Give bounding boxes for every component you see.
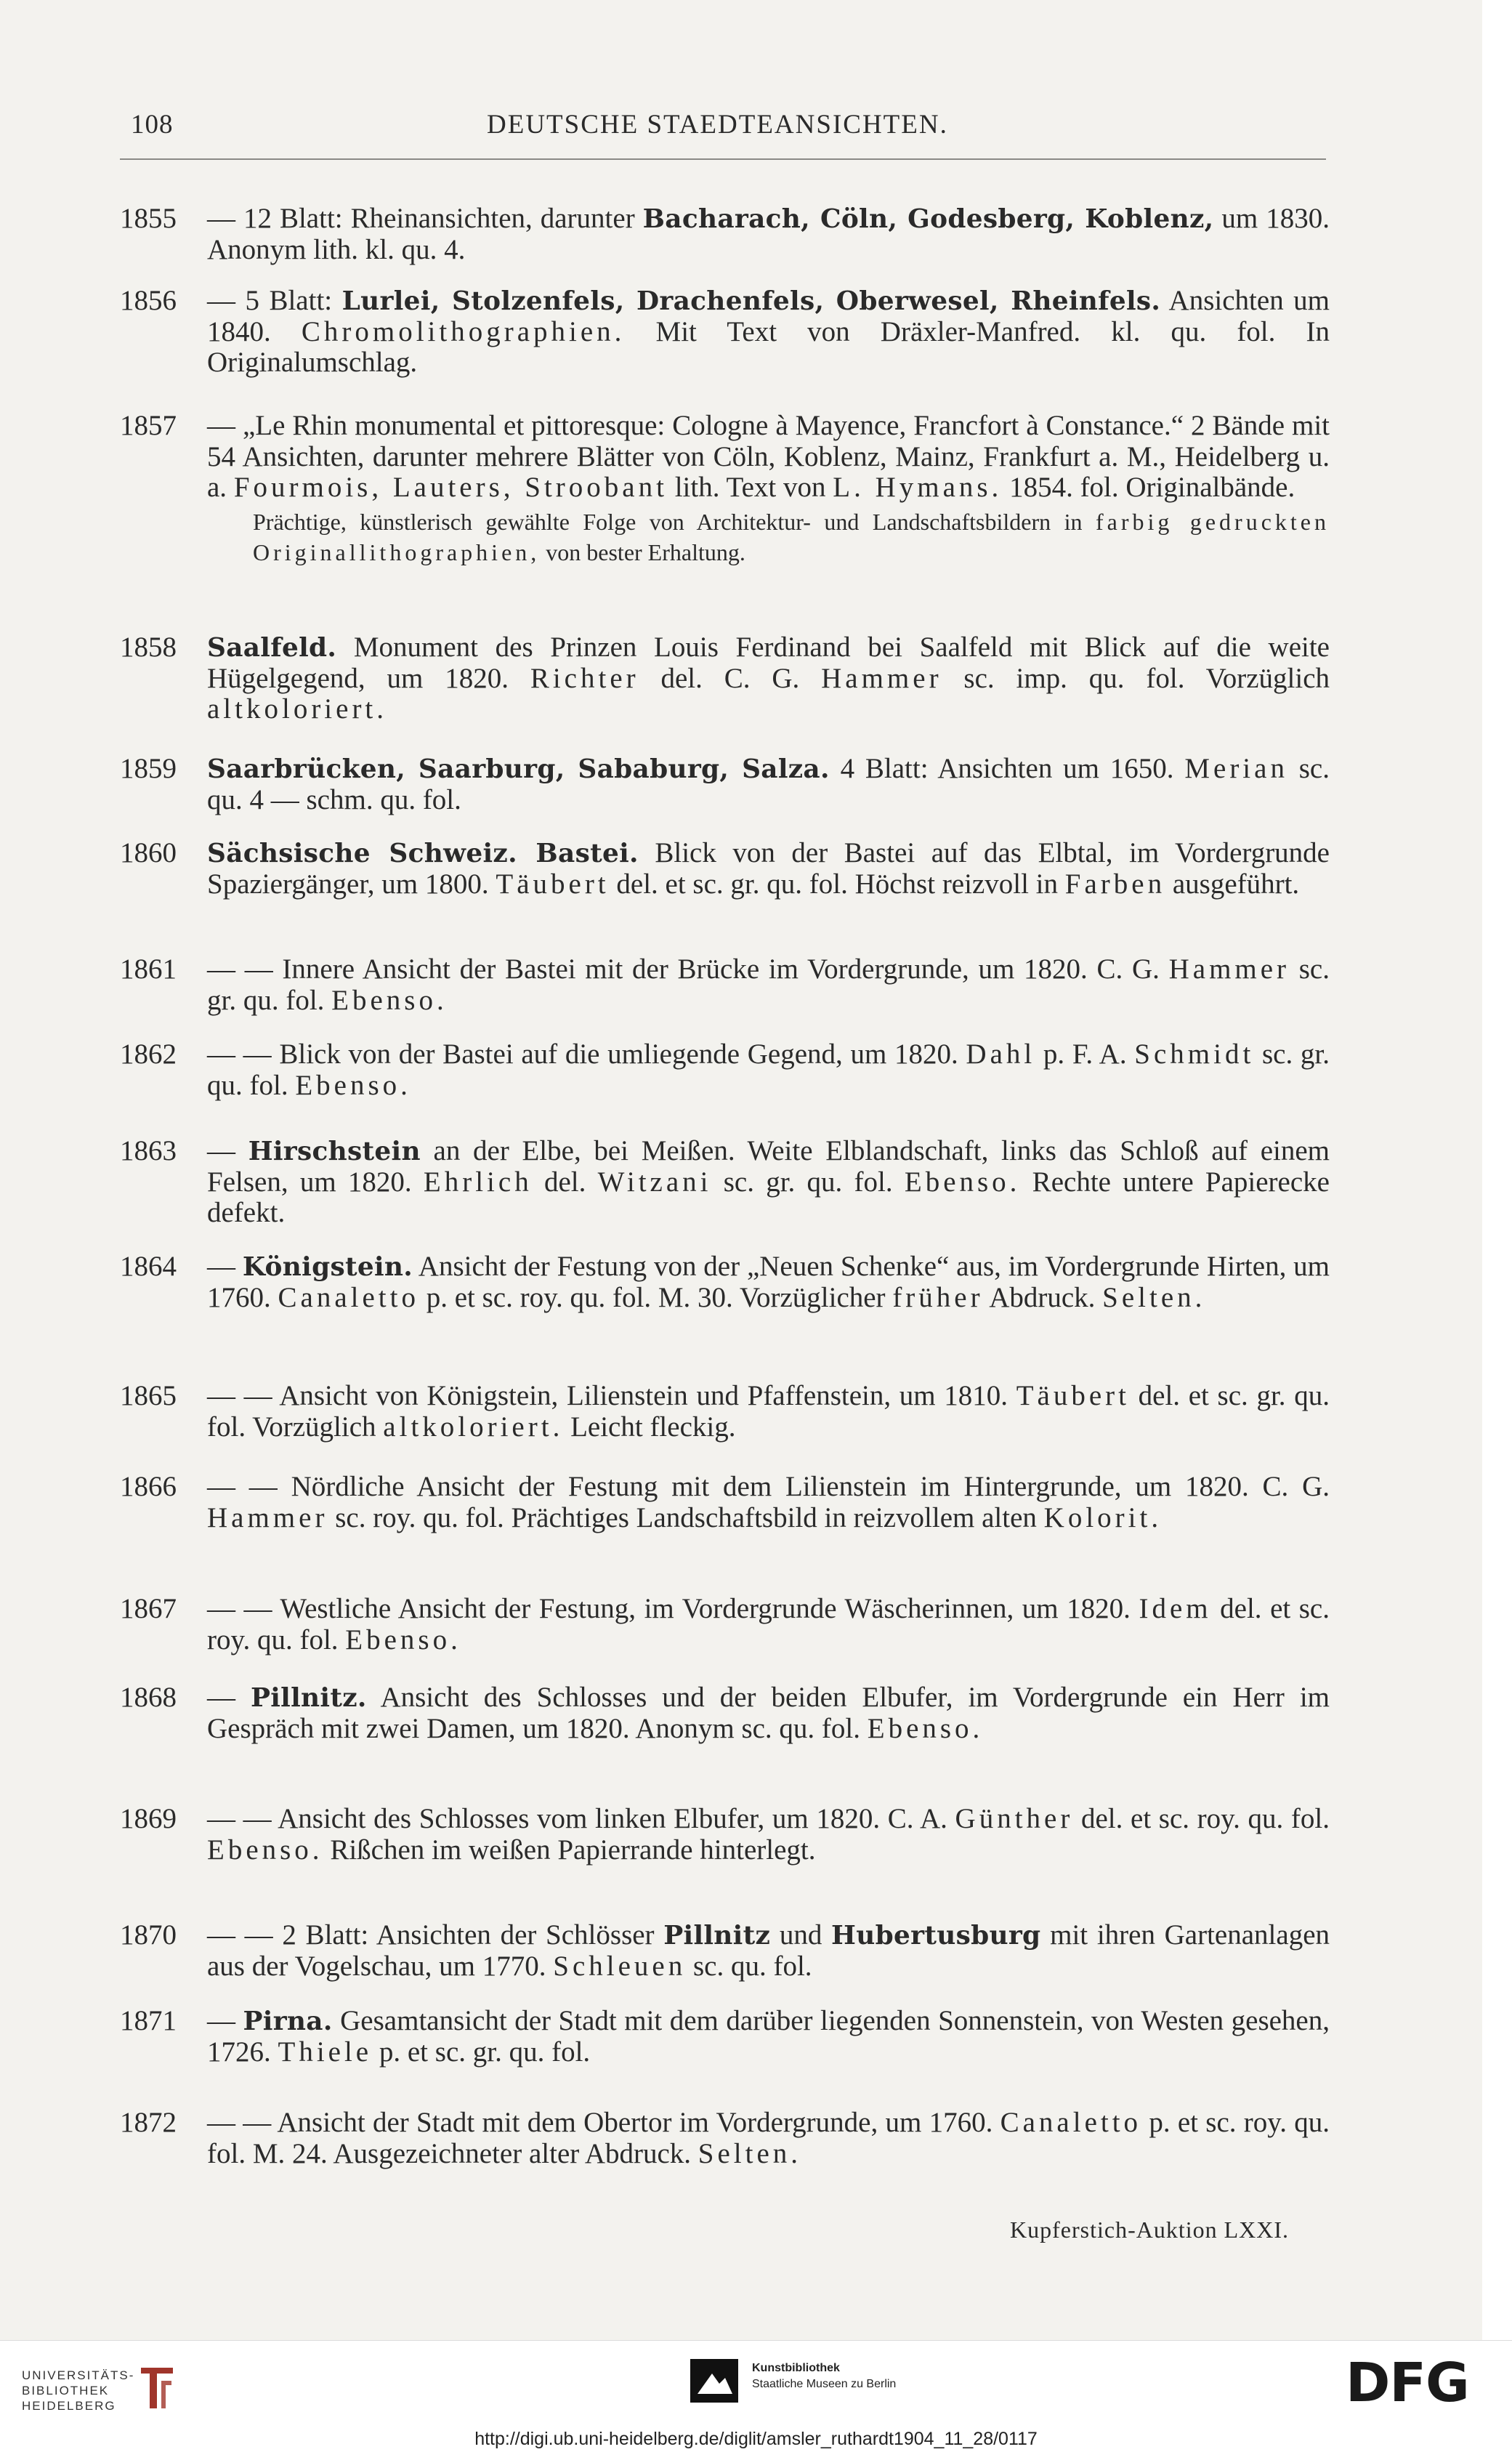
lot-number: 1864: [120, 1251, 177, 1282]
university-library-name: UNIVERSITÄTS- BIBLIOTHEK HEIDELBERG: [22, 2368, 135, 2413]
lot-description: [207, 2108, 1330, 2169]
lot-number: 1871: [120, 2005, 177, 2036]
lot-description: [207, 632, 1330, 725]
lot-description: [207, 1039, 1330, 1101]
text-run: Selten.: [698, 2137, 802, 2169]
text-run: Abdruck.: [983, 1281, 1103, 1313]
text-run: — — Ansicht der Stadt mit dem Obertor im Vordergrunde, um 1760.: [207, 2107, 1000, 2138]
text-run: p. et sc. roy. qu. fol. M. 24. Ausgezeichneter alter Abdruck.: [207, 2107, 1330, 2169]
text-run: um 1830. Anonym lith. kl. qu. 4.: [207, 203, 1330, 265]
emphasized-place-name: Sächsische Schweiz. Bastei.: [207, 838, 639, 868]
text-run: Täubert: [496, 868, 610, 900]
text-run: Mit Text von Dräxler-Manfred. kl. qu. fol. In Originalumschlag.: [207, 315, 1330, 378]
emphasized-place-name: Pirna.: [243, 2006, 333, 2036]
text-run: —: [207, 2005, 243, 2036]
lot-number: 1859: [120, 753, 177, 784]
text-run: del.: [532, 1166, 598, 1198]
text-run: mit ihren Gartenanlagen aus der Vogelschau, um 1770.: [207, 1919, 1330, 1982]
lot-number: 1861: [120, 953, 177, 985]
text-run: Richter: [530, 662, 639, 694]
text-run: — — Westliche Ansicht der Festung, im Vordergrunde Wäscherinnen, um 1820.: [207, 1593, 1139, 1624]
text-run: Farben: [1064, 868, 1166, 900]
text-run: Hammer: [821, 662, 942, 694]
text-run: altkoloriert.: [207, 693, 388, 725]
text-run: Hammer: [1168, 953, 1290, 985]
text-run: Ansicht des Schlosses und der beiden Elbufer, im Vordergrunde ein Herr im Gespräch mit zwei Damen, um 1820. Anonym sc. qu. fol.: [207, 1682, 1330, 1744]
lot-number: 1866: [120, 1471, 177, 1502]
text-run: sc. qu. 4 — schm. qu. fol.: [207, 753, 1330, 815]
kunstbibliothek-logo-icon: [690, 2359, 738, 2403]
lot-number: 1862: [120, 1039, 177, 1070]
note-text-run: farbig gedruckten Originallithographien,: [253, 508, 1330, 565]
text-run: Günther: [955, 1803, 1074, 1834]
text-run: sc. gr. qu. fol.: [711, 1166, 905, 1198]
text-run: p. et sc. gr. qu. fol.: [372, 2036, 591, 2068]
emphasized-place-name: Saarbrücken, Saarburg, Sababurg, Salza.: [207, 754, 830, 784]
lot-number: 1855: [120, 203, 177, 234]
emphasized-place-name: Pillnitz.: [250, 1682, 367, 1713]
text-run: Schleuen: [553, 1950, 687, 1982]
kunstbibliothek-label: Kunstbibliothek Staatliche Museen zu Berlin: [752, 2362, 897, 2390]
lot-description: [207, 1920, 1330, 1982]
text-run: — — Ansicht von Königstein, Lilienstein und Pfaffenstein, um 1810.: [207, 1380, 1016, 1411]
lot-number: 1865: [120, 1380, 177, 1411]
text-run: altkoloriert.: [383, 1411, 564, 1443]
text-run: Ansicht der Festung von der „Neuen Schenke“ aus, im Vordergrunde Hirten, um 1760.: [207, 1251, 1330, 1313]
lot-description: [207, 2006, 1330, 2068]
text-run: Ehrlich: [423, 1166, 533, 1198]
catalogue-entry: [120, 1920, 1330, 1982]
text-run: und: [770, 1919, 832, 1951]
lot-description: [207, 954, 1330, 1016]
text-run: del. et sc. gr. qu. fol. Höchst reizvoll in: [609, 868, 1065, 900]
text-run: Fourmois, Lauters, Stroobant: [233, 472, 668, 503]
source-url[interactable]: http://digi.ub.uni-heidelberg.de/diglit/amsler_ruthardt1904_11_28/0117: [474, 2429, 1038, 2449]
emphasized-place-name: Pillnitz: [663, 1920, 771, 1951]
catalogue-entry: [120, 286, 1330, 379]
catalogue-entry: [120, 2108, 1330, 2169]
lot-number: 1869: [120, 1803, 177, 1834]
text-run: Selten.: [1102, 1281, 1206, 1313]
text-run: Idem: [1139, 1593, 1212, 1624]
lot-number: 1872: [120, 2107, 177, 2138]
text-run: Ebenso.: [331, 984, 448, 1016]
text-run: — — Ansicht des Schlosses vom linken Elbufer, um 1820. C. A.: [207, 1803, 955, 1834]
lot-description: [207, 1136, 1330, 1229]
text-run: Ebenso.: [867, 1712, 984, 1744]
text-run: Canaletto: [278, 1281, 419, 1313]
emphasized-place-name: Hirschstein: [248, 1136, 421, 1166]
catalogue-entry: [120, 1804, 1330, 1866]
catalogue-entry: [120, 632, 1330, 725]
text-run: lith. Text von: [667, 472, 833, 503]
catalogue-entry: [120, 1251, 1330, 1313]
lot-description: [207, 838, 1330, 900]
text-run: —: [207, 1682, 251, 1713]
text-run: p. F. A.: [1035, 1039, 1135, 1070]
lot-number: 1860: [120, 837, 177, 868]
text-run: Ebenso.: [295, 1069, 411, 1101]
catalogue-entry: [120, 1682, 1330, 1744]
page-number: 108: [131, 110, 174, 140]
scan-margin: [1482, 0, 1512, 2340]
catalogue-entry: [120, 203, 1330, 265]
text-run: Canaletto: [1000, 2107, 1142, 2138]
catalogue-footer: Kupferstich-Auktion LXXI.: [1010, 2217, 1290, 2243]
catalogue-entry: [120, 411, 1330, 568]
text-run: del. et sc. roy. qu. fol.: [207, 1593, 1330, 1655]
text-run: sc. gr. qu. fol.: [207, 1039, 1330, 1101]
catalogue-entry: [120, 1594, 1330, 1655]
text-run: Dahl: [966, 1039, 1036, 1070]
text-run: Thiele: [278, 2036, 373, 2068]
catalogue-entry: [120, 1381, 1330, 1443]
catalogue-entry: [120, 1472, 1330, 1533]
text-run: — — Blick von der Bastei auf die umliegende Gegend, um 1820.: [207, 1039, 966, 1070]
catalogue-entry: [120, 838, 1330, 900]
text-run: sc. roy. qu. fol. Prächtiges Landschaftsbild in reizvollem alten: [328, 1501, 1044, 1533]
note-text-run: von bester Erhaltung.: [540, 539, 745, 565]
text-run: 1854. fol. Originalbände.: [1002, 472, 1295, 503]
lot-number: 1870: [120, 1919, 177, 1951]
text-run: —: [207, 1251, 243, 1282]
text-run: del. et sc. roy. qu. fol.: [1073, 1803, 1330, 1834]
catalogue-entry: [120, 2006, 1330, 2068]
emphasized-place-name: Lurlei, Stolzenfels, Drachenfels, Oberwesel, Rheinfels.: [341, 286, 1161, 316]
lot-description: [207, 1682, 1330, 1744]
text-run: — 5 Blatt:: [207, 285, 342, 316]
catalogue-entry: [120, 954, 1330, 1016]
text-run: Leicht fleckig.: [563, 1411, 736, 1443]
text-run: sc. imp. qu. fol. Vorzüglich: [942, 662, 1330, 694]
text-run: Ebenso.: [207, 1834, 323, 1866]
lot-description: [207, 1381, 1330, 1443]
lot-number: 1863: [120, 1135, 177, 1166]
text-run: Täubert: [1016, 1380, 1130, 1411]
lot-description: [207, 286, 1330, 379]
lot-description: [207, 1594, 1330, 1655]
text-run: Ebenso.: [904, 1166, 1021, 1198]
dfg-logo: DFG: [1346, 2352, 1469, 2414]
text-run: 4 Blatt: Ansichten um 1650.: [829, 753, 1185, 784]
lot-description: [207, 411, 1330, 504]
text-run: Monument des Prinzen Louis Ferdinand bei Saalfeld mit Blick auf die weite Hügelgegend, um 1820.: [207, 632, 1330, 694]
text-run: ausgeführt.: [1165, 868, 1300, 900]
lot-note: [253, 507, 1330, 568]
catalogue-entry: [120, 754, 1330, 815]
text-run: Merian: [1184, 753, 1288, 784]
lot-number: 1858: [120, 632, 177, 663]
lot-number: 1867: [120, 1593, 177, 1624]
catalogue-entry: [120, 1136, 1330, 1229]
text-run: Ansichten um 1840.: [207, 285, 1330, 347]
lot-number: 1868: [120, 1682, 177, 1713]
text-run: Gesamtansicht der Stadt mit dem darüber liegenden Sonnenstein, von Westen gesehen, 1726.: [207, 2005, 1330, 2068]
text-run: — „Le Rhin monumental et pittoresque: Cologne à Mayence, Francfort à Constance.“ 2 Bände mit 54 Ansichten, darunter mehrere Blätter von Cöln, Koblenz, Mainz, Frankfurt a. M., Heidelberg u. a.: [207, 410, 1330, 503]
text-run: Blick von der Bastei auf das Elbtal, im Vordergrunde Spaziergänger, um 1800.: [207, 837, 1330, 900]
header-rule: [120, 158, 1326, 160]
university-logo-icon: [135, 2363, 179, 2414]
text-run: an der Elbe, bei Meißen. Weite Elblandschaft, links das Schloß auf einem Felsen, um 1820.: [207, 1135, 1330, 1198]
text-run: Kolorit.: [1043, 1501, 1163, 1533]
text-run: Witzani: [597, 1166, 712, 1198]
text-run: del. C. G.: [639, 662, 822, 694]
emphasized-place-name: Bacharach, Cöln, Godesberg, Koblenz,: [642, 203, 1214, 234]
lot-description: [207, 1472, 1330, 1533]
text-run: — — 2 Blatt: Ansichten der Schlösser: [207, 1919, 664, 1951]
text-run: Rißchen im weißen Papierrande hinterlegt.: [323, 1834, 816, 1866]
lot-description: [207, 1251, 1330, 1313]
text-run: — 12 Blatt: Rheinansichten, darunter: [207, 203, 643, 234]
lot-description: [207, 754, 1330, 815]
lot-number: 1856: [120, 285, 177, 316]
page-header: [120, 109, 1326, 153]
text-run: Chromolithographien.: [301, 315, 626, 347]
text-run: del. et sc. gr. qu. fol. Vorzüglich: [207, 1380, 1330, 1443]
text-run: sc. qu. fol.: [686, 1950, 812, 1982]
emphasized-place-name: Hubertusburg: [831, 1920, 1041, 1951]
text-run: früher: [892, 1281, 984, 1313]
lot-description: [207, 1804, 1330, 1866]
note-text-run: Prächtige, künstlerisch gewählte Folge von Architektur- und Landschaftsbildern in: [253, 508, 1096, 535]
text-run: — — Nördliche Ansicht der Festung mit dem Lilienstein im Hintergrunde, um 1820. C. G.: [207, 1471, 1330, 1502]
catalogue-entry: [120, 1039, 1330, 1101]
text-run: L. Hymans.: [833, 472, 1003, 503]
text-run: —: [207, 1135, 248, 1166]
text-run: Hammer: [207, 1501, 328, 1533]
text-run: Rechte untere Papierecke defekt.: [207, 1166, 1330, 1228]
text-run: Ebenso.: [345, 1624, 461, 1655]
emphasized-place-name: Saalfeld.: [207, 632, 337, 663]
text-run: Schmidt: [1134, 1039, 1255, 1070]
emphasized-place-name: Königstein.: [242, 1251, 413, 1282]
lot-number: 1857: [120, 410, 177, 441]
lot-description: [207, 203, 1330, 265]
running-title: DEUTSCHE STAEDTEANSICHTEN.: [487, 110, 948, 140]
text-run: p. et sc. roy. qu. fol. M. 30. Vorzüglicher: [419, 1281, 893, 1313]
text-run: sc. gr. qu. fol.: [207, 953, 1330, 1016]
text-run: — — Innere Ansicht der Bastei mit der Brücke im Vordergrunde, um 1820. C. G.: [207, 953, 1169, 985]
